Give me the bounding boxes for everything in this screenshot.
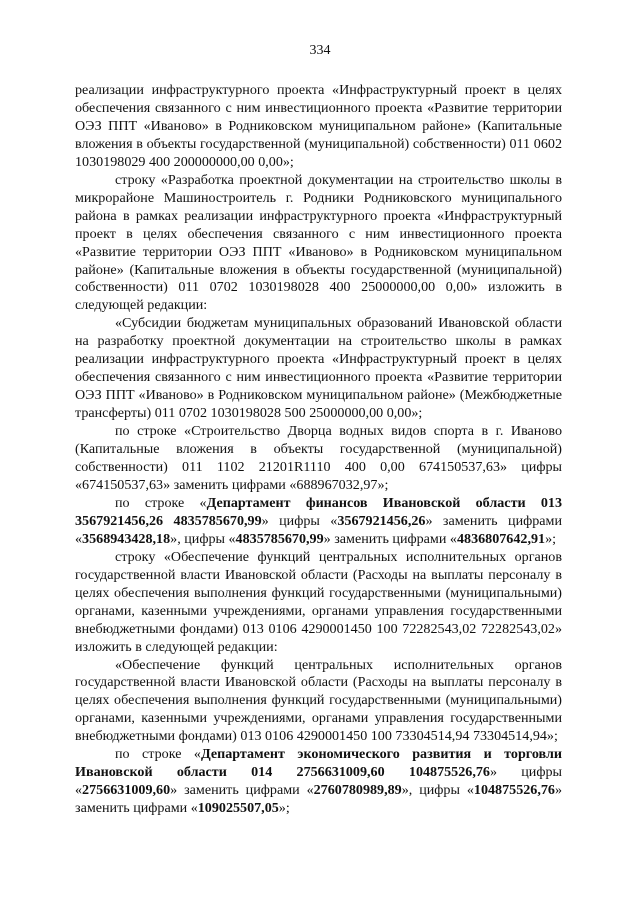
bold-segment: 2760780989,89 [313, 782, 402, 799]
text-segment: » цифры « [261, 512, 338, 529]
text-segment: »; [278, 800, 290, 817]
text-segment: » заменить цифрами « [323, 530, 457, 547]
text-segment: » заменить цифрами « [75, 512, 563, 547]
page-number: 334 [309, 43, 331, 58]
bold-segment: Департамент экономического развития и торговли Ивановской области 014 2756631009,60 104875526,76 [75, 746, 562, 781]
paragraph-1: реализации инфраструктурного проекта «Инфраструктурный проект в целях обеспечения связанного с ним инвестиционного проекта «Развитие территории ОЭЗ ППТ «Иваново» в Родниковском муниципальном районе» (Капитальные вложения в объекты государственной (муниципальной) собственности) 011 0602 1030198029 400 200000000,00 0,00»; [75, 82, 562, 170]
bold-segment: 3568943428,18 [82, 530, 171, 547]
text-segment: » цифры « [75, 764, 562, 799]
paragraph-5 [75, 495, 562, 549]
bold-segment: 109025507,05 [197, 800, 279, 817]
text-segment: », цифры « [401, 782, 474, 799]
text-segment: »; [545, 530, 557, 547]
paragraph-6: строку «Обеспечение функций центральных исполнительных органов государственной власти Ивановской области (Расходы на выплаты персоналу в целях обеспечения выполнения функций государственными (муниципальными) органами, казенными учреждениями, органами управления государственными внебюджетными фондами) 013 0106 4290001450 100 72282543,02 72282543,02» изложить в следующей редакции: [75, 548, 562, 655]
text-segment: » заменить цифрами « [75, 782, 562, 817]
paragraph-7: «Обеспечение функций центральных исполнительных органов государственной власти Ивановской области (Расходы на выплаты персоналу в целях обеспечения выполнения функций государственными (муниципальными) органами, казенными учреждениями, органами управления государственными внебюджетными фондами) 013 0106 4290001450 100 73304514,94 73304514,94»; [75, 656, 562, 745]
paragraph-3: «Субсидии бюджетам муниципальных образований Ивановской области на разработку проектной документации на строительство школы в рамках реализации инфраструктурного проекта «Инфраструктурный проект в целях обеспечения связанного с ним инвестиционного проекта «Развитие территории ОЭЗ ППТ «Иваново» в Родниковском муниципальном районе» (Межбюджетные трансферты) 011 0702 1030198028 500 25000000,00 0,00»; [75, 315, 562, 422]
bold-segment: 4835785670,99 [235, 530, 324, 547]
bold-segment: 104875526,76 [473, 782, 555, 799]
text-segment: по строке « [115, 746, 201, 763]
paragraph-8 [75, 746, 562, 818]
paragraph-2: строку «Разработка проектной документации на строительство школы в микрорайоне Машиностроитель г. Родники Родниковского муниципального района в рамках реализации инфраструктурного проекта «Инфраструктурный проект в целях обеспечения связанного с ним инвестиционного проекта «Развитие территории ОЭЗ ППТ «Иваново» в Родниковском муниципальном районе» (Капитальные вложения в объекты государственной (муниципальной) собственности) 011 0702 1030198028 400 25000000,00 0,00» изложить в следующей редакции: [75, 171, 562, 314]
document-body [75, 82, 562, 818]
paragraph-4: по строке «Строительство Дворца водных видов спорта в г. Иваново (Капитальные вложения в объекты государственной (муниципальной) собственности) 011 1102 21201R1110 400 0,00 674150537,63» цифры «674150537,63» заменить цифрами «688967032,97»; [75, 423, 562, 493]
text-segment: » заменить цифрами « [170, 782, 314, 799]
bold-segment: 4836807642,91 [456, 530, 546, 547]
text-segment: по строке « [115, 494, 207, 511]
bold-segment: Департамент финансов Ивановской области 013 3567921456,26 4835785670,99 [75, 494, 562, 529]
bold-segment: 3567921456,26 [337, 512, 426, 529]
text-segment: », цифры « [170, 530, 236, 547]
bold-segment: 2756631009,60 [82, 782, 171, 799]
